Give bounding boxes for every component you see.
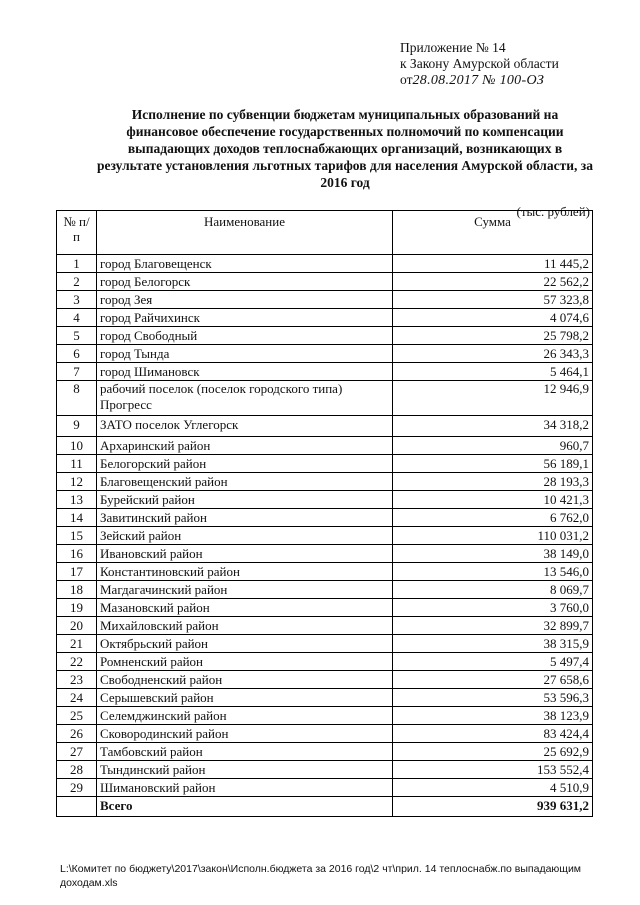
row-number: 3 (57, 291, 97, 309)
row-number: 22 (57, 653, 97, 671)
handwritten-date-number: 28.08.2017 № 100-ОЗ (412, 73, 545, 88)
row-number: 4 (57, 309, 97, 327)
row-number: 28 (57, 761, 97, 779)
table-row (57, 345, 593, 363)
row-sum: 11 445,2 (393, 255, 593, 273)
row-name: Сковородинский район (97, 725, 393, 743)
table-row (57, 689, 593, 707)
row-sum: 12 946,9 (393, 381, 593, 416)
row-number: 5 (57, 327, 97, 345)
row-number: 6 (57, 345, 97, 363)
row-name: Мазановский район (97, 599, 393, 617)
row-number: 18 (57, 581, 97, 599)
row-sum: 13 546,0 (393, 563, 593, 581)
row-name: город Тында (97, 345, 393, 363)
table-row (57, 455, 593, 473)
table-row (57, 327, 593, 345)
table-row (57, 599, 593, 617)
table-row (57, 563, 593, 581)
table-row (57, 381, 593, 416)
row-number: 27 (57, 743, 97, 761)
row-name: город Райчихинск (97, 309, 393, 327)
table-row (57, 363, 593, 381)
appendix-law: к Закону Амурской области (400, 56, 559, 71)
row-number: 2 (57, 273, 97, 291)
row-name: Тамбовский район (97, 743, 393, 761)
table-row (57, 743, 593, 761)
table-row (57, 581, 593, 599)
row-sum: 153 552,4 (393, 761, 593, 779)
row-sum: 38 123,9 (393, 707, 593, 725)
table-row (57, 273, 593, 291)
table-header-row (57, 211, 593, 255)
row-number: 20 (57, 617, 97, 635)
row-number: 25 (57, 707, 97, 725)
row-sum: 25 798,2 (393, 327, 593, 345)
row-name: Зейский район (97, 527, 393, 545)
table-row (57, 291, 593, 309)
table-row (57, 416, 593, 437)
row-name: Октябрьский район (97, 635, 393, 653)
row-number: 15 (57, 527, 97, 545)
table-row (57, 707, 593, 725)
row-name: город Зея (97, 291, 393, 309)
total-row (57, 797, 593, 817)
unit-label: (тыс. рублей) (516, 204, 590, 219)
row-name: Бурейский район (97, 491, 393, 509)
row-sum: 4 074,6 (393, 309, 593, 327)
row-number: 14 (57, 509, 97, 527)
table-row (57, 617, 593, 635)
row-name: город Шимановск (97, 363, 393, 381)
appendix-date-line (400, 72, 630, 89)
row-number: 1 (57, 255, 97, 273)
row-sum: 32 899,7 (393, 617, 593, 635)
row-sum: 38 149,0 (393, 545, 593, 563)
row-name: Тындинский район (97, 761, 393, 779)
row-name: рабочий поселок (поселок городского типа) Прогресс (97, 381, 393, 416)
row-sum: 26 343,3 (393, 345, 593, 363)
row-name: Селемджинский район (97, 707, 393, 725)
row-number: 9 (57, 416, 97, 437)
row-sum: 27 658,6 (393, 671, 593, 689)
row-name: Ивановский район (97, 545, 393, 563)
table-row (57, 509, 593, 527)
row-sum: 960,7 (393, 437, 593, 455)
table-row (57, 671, 593, 689)
row-sum: 110 031,2 (393, 527, 593, 545)
row-sum: 56 189,1 (393, 455, 593, 473)
row-number: 16 (57, 545, 97, 563)
subvention-table (56, 210, 593, 817)
table-row (57, 653, 593, 671)
row-name: Ромненский район (97, 653, 393, 671)
row-name: Завитинский район (97, 509, 393, 527)
row-sum: 34 318,2 (393, 416, 593, 437)
table-row (57, 437, 593, 455)
row-sum: 10 421,3 (393, 491, 593, 509)
row-sum: 28 193,3 (393, 473, 593, 491)
row-name: Михайловский район (97, 617, 393, 635)
row-name: ЗАТО поселок Углегорск (97, 416, 393, 437)
row-sum: 4 510,9 (393, 779, 593, 797)
table-row (57, 725, 593, 743)
header-sum: Сумма (393, 211, 593, 255)
table-row (57, 255, 593, 273)
row-name: город Белогорск (97, 273, 393, 291)
row-sum: 57 323,8 (393, 291, 593, 309)
row-sum: 83 424,4 (393, 725, 593, 743)
total-sum: 939 631,2 (393, 797, 593, 817)
row-name: Серышевский район (97, 689, 393, 707)
appendix-header (400, 40, 630, 89)
row-number: 24 (57, 689, 97, 707)
appendix-number: Приложение № 14 (400, 40, 506, 55)
row-name: Белогорский район (97, 455, 393, 473)
row-number: 21 (57, 635, 97, 653)
row-sum: 25 692,9 (393, 743, 593, 761)
row-name: Благовещенский район (97, 473, 393, 491)
row-number: 11 (57, 455, 97, 473)
row-number: 12 (57, 473, 97, 491)
table-row (57, 527, 593, 545)
row-sum: 53 596,3 (393, 689, 593, 707)
row-number: 17 (57, 563, 97, 581)
row-name: Архаринский район (97, 437, 393, 455)
row-sum: 22 562,2 (393, 273, 593, 291)
row-sum: 8 069,7 (393, 581, 593, 599)
row-number: 8 (57, 381, 97, 416)
total-label: Всего (97, 797, 393, 817)
table-row (57, 545, 593, 563)
document-title: Исполнение по субвенции бюджетам муниципальных образований на финансовое обеспечение государственных полномочий по компенсации выпадающих доходов теплоснабжающих организаций, возникающих в результате установления льготных тарифов для населения Амурской области, за 2016 год (97, 107, 593, 190)
table-row (57, 491, 593, 509)
file-path-footer: L:\Комитет по бюджету\2017\закон\Исполн.бюджета за 2016 год\2 чт\прил. 14 теплоснабж.по выпадающим доходам.xls (60, 863, 582, 889)
row-sum: 6 762,0 (393, 509, 593, 527)
row-name: город Свободный (97, 327, 393, 345)
row-name: Магдагачинский район (97, 581, 393, 599)
row-name: Свободненский район (97, 671, 393, 689)
row-sum: 3 760,0 (393, 599, 593, 617)
table-row (57, 473, 593, 491)
row-name: Шимановский район (97, 779, 393, 797)
table-row (57, 761, 593, 779)
row-number: 10 (57, 437, 97, 455)
row-number: 23 (57, 671, 97, 689)
row-name: Константиновский район (97, 563, 393, 581)
header-name: Наименование (97, 211, 393, 255)
row-sum: 5 464,1 (393, 363, 593, 381)
appendix-date-prefix: от (400, 72, 413, 87)
row-name: город Благовещенск (97, 255, 393, 273)
total-blank (57, 797, 97, 817)
row-number: 7 (57, 363, 97, 381)
row-sum: 38 315,9 (393, 635, 593, 653)
row-number: 19 (57, 599, 97, 617)
table-row (57, 779, 593, 797)
row-number: 26 (57, 725, 97, 743)
row-number: 13 (57, 491, 97, 509)
table-row (57, 635, 593, 653)
table-row (57, 309, 593, 327)
table-body (57, 255, 593, 817)
header-num: № п/п (57, 211, 97, 255)
row-sum: 5 497,4 (393, 653, 593, 671)
row-number: 29 (57, 779, 97, 797)
